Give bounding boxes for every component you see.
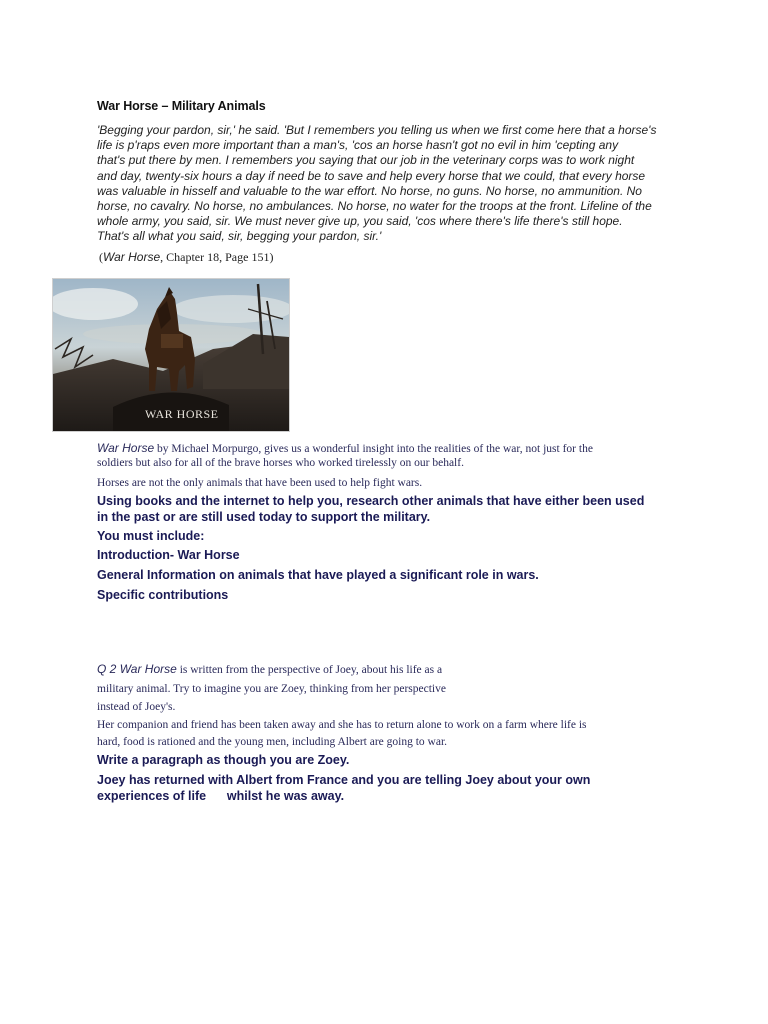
q2-line-4: Her companion and friend has been taken away and she has to return alone to work on a farm where life is bbox=[97, 719, 587, 731]
quote-line: and day, twenty-six hours a day if need be to save and help every horse that we could, that every horse bbox=[97, 168, 646, 183]
book-quote bbox=[97, 123, 677, 245]
intro-line-3: Horses are not the only animals that have been used to help fight wars. bbox=[97, 477, 423, 489]
include-item-introduction: Introduction- War Horse bbox=[97, 548, 240, 562]
quote-line: 'Begging your pardon, sir,' he said. 'But I remembers you telling us when we first come here that a horse's bbox=[97, 123, 657, 137]
quote-line: life is p'raps even more important than a man's, 'cos an horse hasn't got no evil in him 'cepting any bbox=[97, 138, 619, 153]
q2-task-line-3: experiences of life whilst he was away. bbox=[97, 789, 345, 803]
quote-line: horse, no cavalry. No horse, no ambulances. No horse, no water for the troops at the front. Lifeline of the bbox=[97, 199, 652, 214]
citation-book-title: War Horse bbox=[103, 250, 161, 264]
task-line-2: in the past or are still used today to support the military. bbox=[97, 510, 431, 524]
page-title: War Horse – Military Animals bbox=[97, 99, 266, 113]
quote-citation: (War Horse, Chapter 18, Page 151) bbox=[99, 250, 274, 264]
quote-line: that's put there by men. I remembers you saying that our job in the veterinary corps was to work night bbox=[97, 153, 635, 168]
q2-line-5: hard, food is rationed and the young men, including Albert are going to war. bbox=[97, 736, 448, 748]
intro-line-1: War Horse by Michael Morpurgo, gives us a wonderful insight into the realities of the war, not just for the bbox=[97, 441, 593, 455]
q2-task-line-2: Joey has returned with Albert from France and you are telling Joey about your own bbox=[97, 773, 591, 787]
q2-line-2: military animal. Try to imagine you are Zoey, thinking from her perspective bbox=[97, 683, 446, 695]
q2-line-3: instead of Joey's. bbox=[97, 701, 176, 713]
intro-line-2: soldiers but also for all of the brave horses who worked tirelessly on our behalf. bbox=[97, 457, 464, 469]
include-item-specific-contributions: Specific contributions bbox=[97, 588, 229, 602]
q2-line-1: Q 2 War Horse is written from the perspective of Joey, about his life as a bbox=[97, 662, 443, 676]
task-line-1: Using books and the internet to help you, research other animals that have either been used bbox=[97, 494, 645, 508]
intro-book-title: War Horse bbox=[97, 441, 155, 455]
must-include-label: You must include: bbox=[97, 529, 205, 543]
q2-task-line-1: Write a paragraph as though you are Zoey. bbox=[97, 753, 350, 767]
image-caption-text: WAR HORSE bbox=[145, 407, 219, 421]
quote-line: was valuable in hisself and valuable to the war effort. No horse, no guns. No horse, no ammunition. No bbox=[97, 183, 642, 198]
include-item-general-information: General Information on animals that have played a significant role in wars. bbox=[97, 568, 539, 582]
q2-book-title: War Horse bbox=[119, 662, 177, 676]
quote-line: That's all what you said, sir, begging your pardon, sir.' bbox=[97, 229, 382, 244]
quote-line: whole army, you said, sir. We must never give up, you said, 'cos where there's life there's still hope. bbox=[97, 214, 623, 229]
war-horse-film-still bbox=[52, 278, 290, 432]
